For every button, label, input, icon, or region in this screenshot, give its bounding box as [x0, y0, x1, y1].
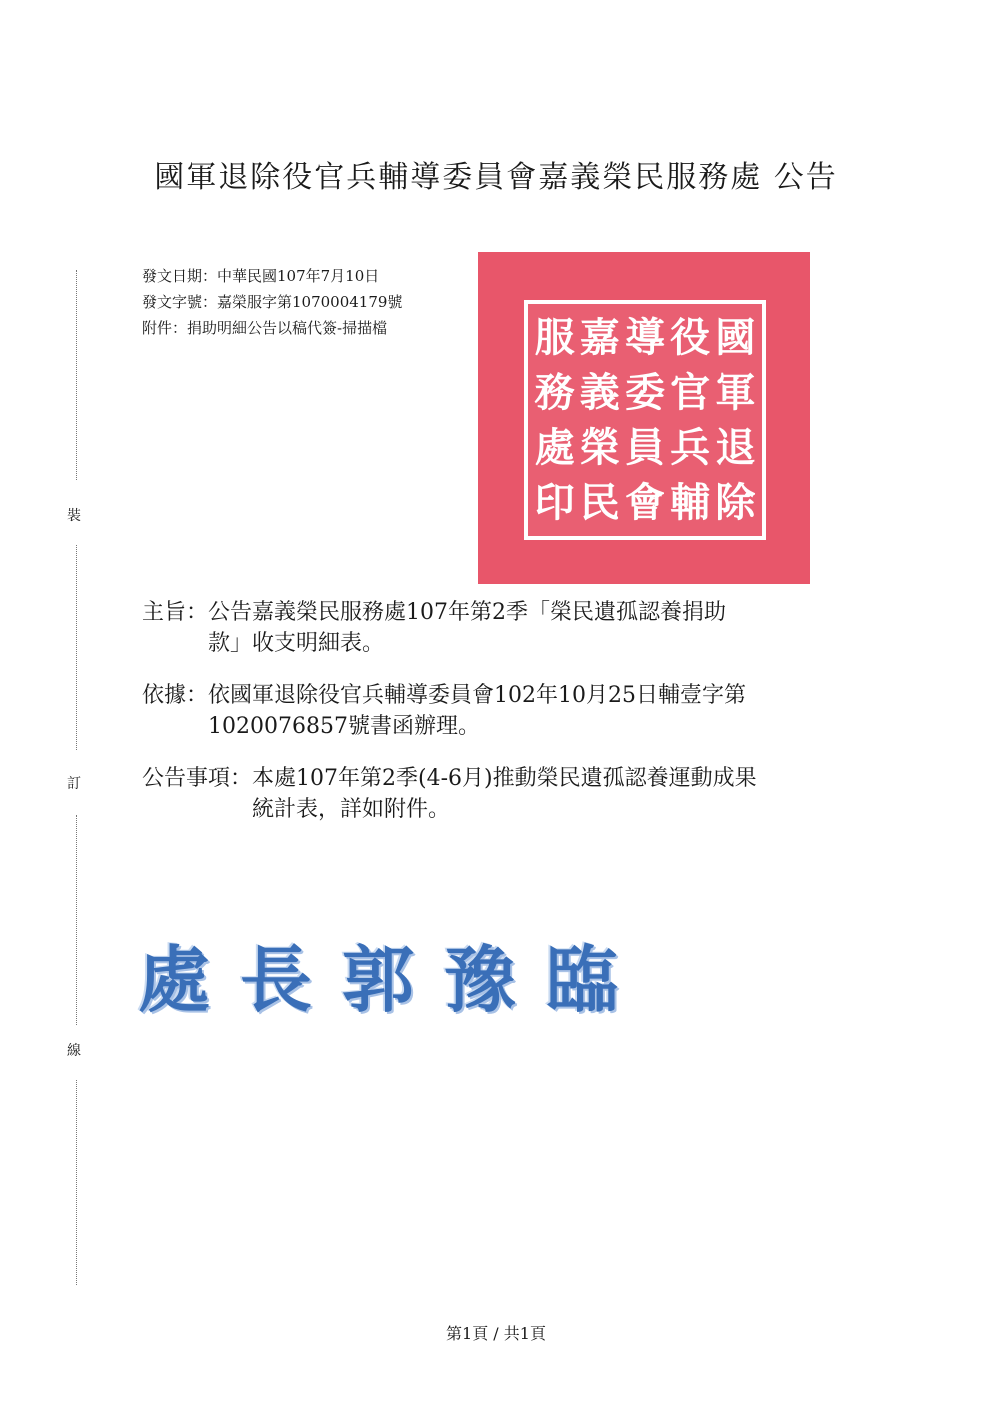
subject-text — [208, 597, 848, 659]
announcement-section — [142, 763, 872, 825]
binding-line — [76, 545, 77, 750]
seal-glyph: 嘉 — [579, 313, 620, 361]
basis-text — [208, 680, 848, 742]
binding-line — [76, 1080, 77, 1285]
official-seal — [478, 252, 810, 584]
announcement-text — [252, 763, 872, 825]
seal-column — [535, 310, 575, 530]
seal-glyph: 員 — [624, 423, 665, 471]
subject-line-1: 公告嘉義榮民服務處107年第2季「榮民遺孤認養捐助 — [208, 600, 727, 625]
page-footer: 第1頁 / 共1頁 — [446, 1324, 546, 1343]
seal-glyph: 服 — [534, 313, 575, 361]
seal-glyph: 除 — [715, 478, 756, 526]
basis-section — [142, 680, 848, 742]
seal-glyph: 民 — [579, 478, 620, 526]
seal-glyph: 務 — [534, 368, 575, 416]
seal-glyph: 軍 — [715, 368, 756, 416]
director-signature-stamp: 處長郭豫臨 — [138, 937, 649, 1022]
binding-mark: 訂 — [67, 776, 81, 792]
document-number: 發文字號：嘉榮服字第1070004179號 — [142, 293, 403, 311]
seal-glyph: 會 — [624, 478, 665, 526]
seal-glyph: 榮 — [579, 423, 620, 471]
seal-glyph: 義 — [579, 368, 620, 416]
seal-column — [670, 310, 710, 530]
announcement-line-1: 本處107年第2季(4-6月)推動榮民遺孤認養運動成果 — [252, 766, 757, 791]
basis-line-2: 1020076857號書函辦理。 — [208, 714, 480, 739]
seal-glyph: 輔 — [670, 478, 711, 526]
document-title: 國軍退除役官兵輔導委員會嘉義榮民服務處 公告 — [154, 160, 838, 195]
subject-line-2: 款」收支明細表。 — [208, 631, 385, 656]
basis-label: 依據： — [142, 683, 209, 708]
seal-glyph: 處 — [534, 423, 575, 471]
seal-column — [625, 310, 665, 530]
seal-column — [580, 310, 620, 530]
seal-column — [715, 310, 755, 530]
binding-line — [76, 815, 77, 1025]
issue-date: 發文日期：中華民國107年7月10日 — [142, 267, 380, 285]
seal-glyph: 官 — [670, 368, 711, 416]
seal-glyph: 國 — [715, 313, 756, 361]
binding-mark: 線 — [67, 1043, 81, 1059]
announcement-label: 公告事項： — [142, 766, 253, 791]
seal-glyph: 役 — [670, 313, 711, 361]
seal-inner — [524, 300, 766, 540]
attachment-note: 附件：捐助明細公告以稿代簽-掃描檔 — [142, 319, 388, 337]
seal-glyph: 退 — [715, 423, 756, 471]
binding-line — [76, 270, 77, 480]
document-meta — [142, 263, 402, 341]
seal-glyph: 委 — [624, 368, 665, 416]
seal-glyph: 導 — [624, 313, 665, 361]
seal-glyph: 印 — [534, 478, 575, 526]
announcement-line-2: 統計表，詳如附件。 — [252, 797, 451, 822]
seal-glyph: 兵 — [670, 423, 711, 471]
subject-section — [142, 597, 848, 659]
subject-label: 主旨： — [142, 600, 209, 625]
binding-mark: 裝 — [67, 508, 81, 524]
basis-line-1: 依國軍退除役官兵輔導委員會102年10月25日輔壹字第 — [208, 683, 746, 708]
